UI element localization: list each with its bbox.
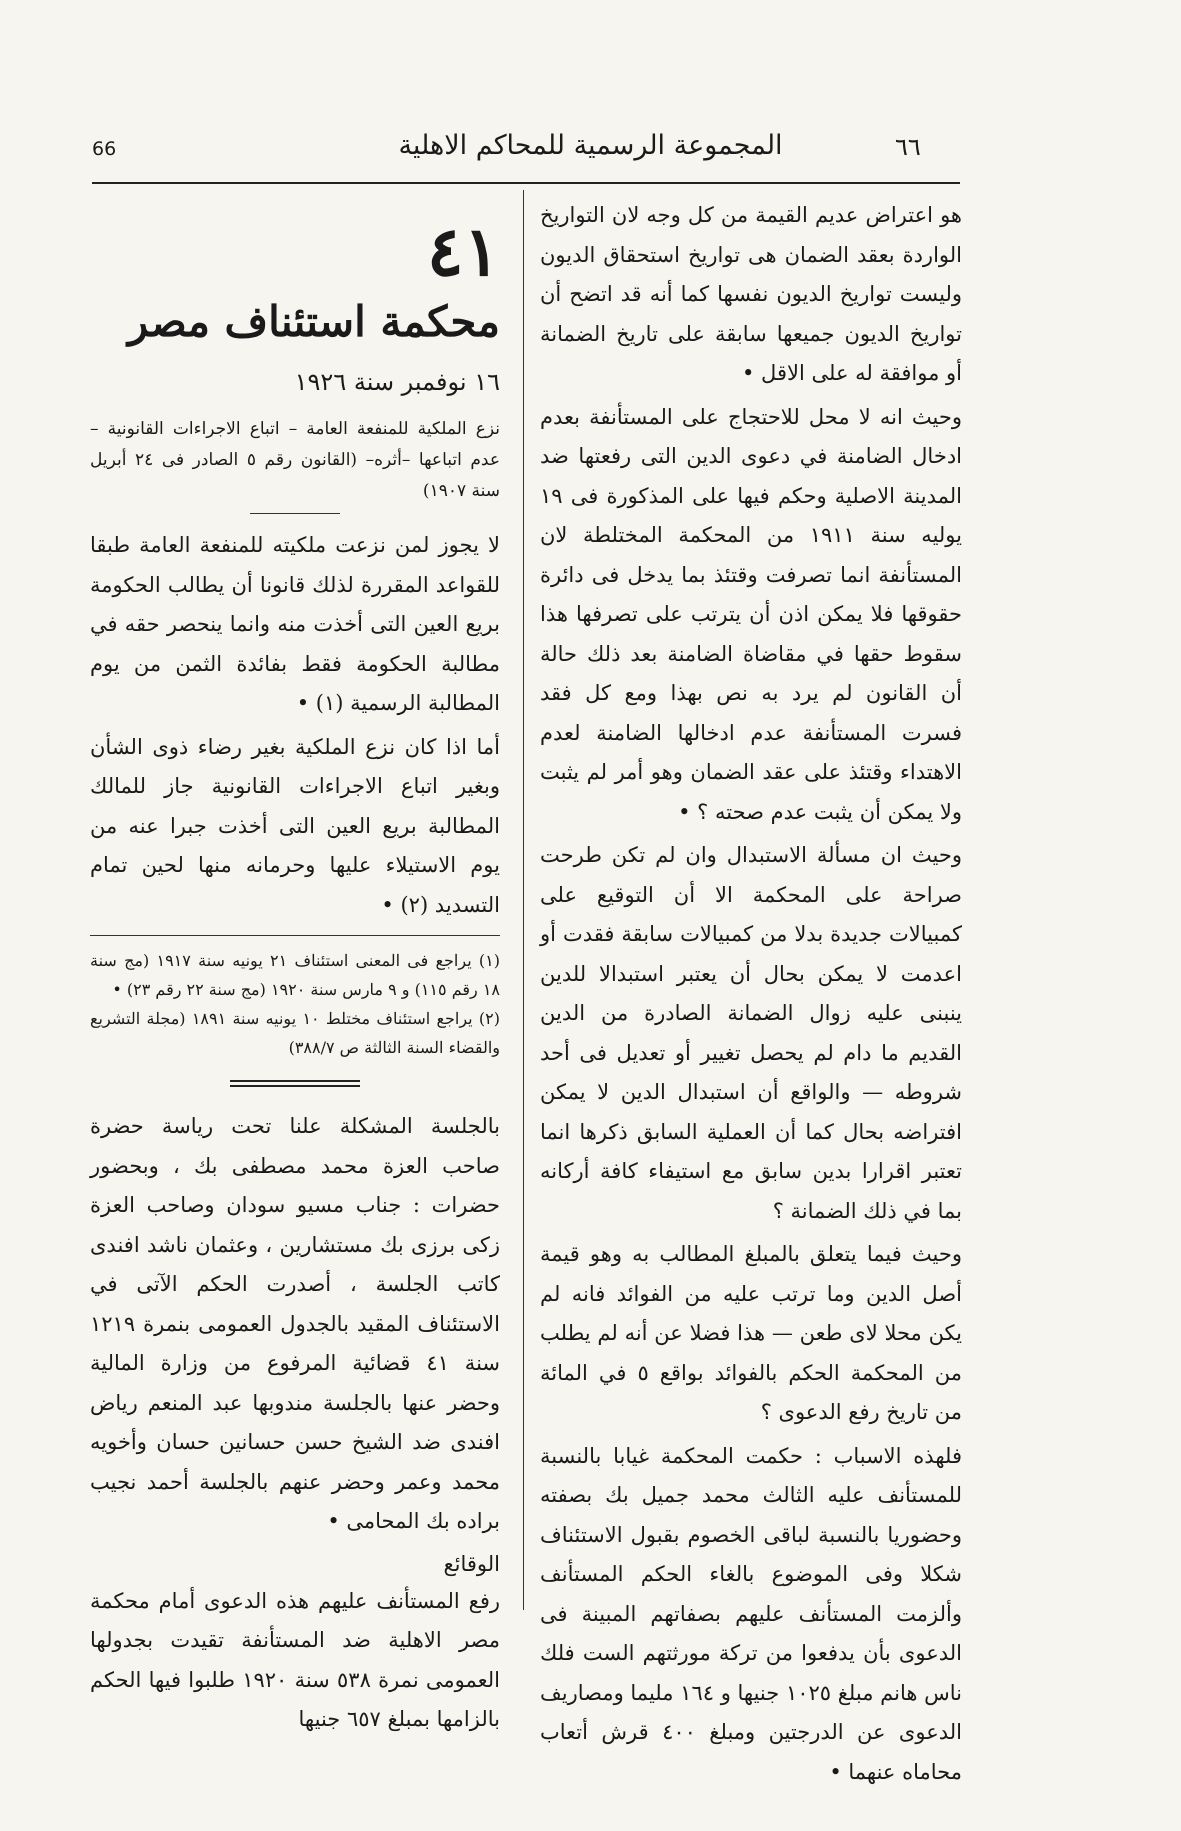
principle-2: أما اذا كان نزع الملكية بغير رضاء ذوى الشأن وبغير اتباع الاجراءات القانونية جاز للمالك المطالبة بريع العين التى أخذت جبرا عنه من يوم الاستيلاء عليها وحرمانه منها لحين تمام التسديد (٢) • xyxy=(90,734,500,917)
right-paragraph-2: وحيث انه لا محل للاحتجاج على المستأنفة بعدم ادخال الضامنة في دعوى الدين التى رفعتها ضد المدينة الاصلية وحكم فيها على المذكورة فى ١٩ يوليه سنة ١٩١١ من المحكمة المختلطة لان المستأنفة انما تصرفت وقتئذ بما يدخل فى دائرة حقوقها فلا يمكن اذن أن يترتب على تصرفها هذا سقوط حقها في مقاضاة الضامنة بعد ذلك حالة أن القانون لم يرد به نص بهذا ومع كل فقد فسرت المستأنفة عدم ادخالها الضامنة لعدم الاهتداء وقتئذ على عقد الضمان وهو أمر لم يثبت ولا يمكن أن يثبت عدم صحته ؟ • xyxy=(540,404,962,824)
footnote-2: (٢) يراجع استئناف مختلط ١٠ يونيه سنة ١٨٩١ (مجلة التشريع والقضاء السنة الثالثة ص ٣٨٨/٧) xyxy=(90,1009,500,1057)
keywords: نزع الملكية للمنفعة العامة – اتباع الاجراءات القانونية – عدم اتباعها –أثره– (القانون رقم ٥ الصادر فى ٢٤ أبريل سنة ١٩٠٧) xyxy=(90,419,500,501)
column-divider xyxy=(523,190,524,1610)
running-title: المجموعة الرسمية للمحاكم الاهلية xyxy=(398,130,783,161)
judgment-date: ١٦ نوفمبر سنة ١٩٢٦ xyxy=(294,368,500,396)
facts-paragraph: رفع المستأنف عليهم هذه الدعوى أمام محكمة مصر الاهلية ضد المستأنفة تقيدت بجدولها العمومى نمرة ٥٣٨ سنة ١٩٢٠ طلبوا فيها الحكم بالزامها بمبلغ ٦٥٧ جنيها xyxy=(90,1588,501,1731)
case-number: ٤١ xyxy=(426,212,500,292)
right-paragraph-1: هو اعتراض عديم القيمة من كل وجه لان التواريخ الواردة بعقد الضمان هى تواريخ استحقاق الديون وليست تواريخ الديون نفسها كما أنه قد اتضح أن تواريخ الديون جميعها سابقة على تاريخ الضمانة أو موافقة له على الاقل • xyxy=(540,203,962,385)
facts-heading: الوقائع xyxy=(443,1551,500,1576)
footnote-1: (١) يراجع فى المعنى استئناف ٢١ يونيه سنة ١٩١٧ (مج سنة ١٨ رقم ١١٥) و ٩ مارس سنة ١٩٢٠ (مج سنة ٢٢ رقم ٢٣) • xyxy=(90,951,500,999)
right-paragraph-3: وحيث ان مسألة الاستبدال وان لم تكن طرحت صراحة على المحكمة الا أن التوقيع على كمبيالات جديدة بدلا من كمبيالات سابقة فقدت أو اعدمت لا يمكن بحال أن يعتبر استبدالا للدين ينبنى عليه زوال الضمانة الصادرة من الدين القديم ما دام لم يحصل تغيير أو تعديل فى أحد شروطه — والواقع أن استبدال الدين لا يمكن افتراضه بحال كما أن العملية السابق ذكرها انما تعتبر اقرارا بدين سابق مع استيفاء كافة أركانه بما في ذلك الضمانة ؟ xyxy=(540,843,962,1223)
left-column xyxy=(90,196,500,1744)
right-paragraph-4: وحيث فيما يتعلق بالمبلغ المطالب به وهو قيمة أصل الدين وما ترتب عليه من الفوائد فانه لم يكن محلا لاى طعن — هذا فضلا عن أنه لم يطلب من المحكمة الحكم بالفوائد بواقع ٥ في المائة من تاريخ رفع الدعوى ؟ xyxy=(540,1242,962,1424)
right-paragraph-5: فلهذه الاسباب : حكمت المحكمة غيابا بالنسبة للمستأنف عليه الثالث محمد جميل بك بصفته وحضوريا بالنسبة لباقى الخصوم بقبول الاستئناف شكلا وفى الموضوع بالغاء الحكم المستأنف وألزمت المستأنف عليهم بصفاتهم المبينة فى الدعوى بأن يدفعوا من تركة مورثتهم الست فلك ناس هانم مبلغ ١٠٢٥ جنيها و ١٦٤ مليما ومصاريف الدعوى عن الدرجتين ومبلغ ٤٠٠ قرش أتعاب محاماه عنهما • xyxy=(540,1443,963,1784)
court-name: محكمة استئناف مصر xyxy=(127,297,500,346)
page-number-arabic: ٦٦ xyxy=(895,133,921,161)
footnote-divider xyxy=(90,935,500,936)
session-paragraph: بالجلسة المشكلة علنا تحت رياسة حضرة صاحب العزة محمد مصطفى بك ، وبحضور حضرات : جناب مسيو سودان وصاحب العزة زكى برزى بك مستشارين ، وعثمان ناشد افندى كاتب الجلسة ، أصدرت الحكم الآتى في الاستئناف المقيد بالجدول العمومى بنمرة ١٢١٩ سنة ٤١ قضائية المرفوع من وزارة المالية وحضر عنها بالجلسة مندوبها عبد المنعم رياض افندى ضد الشيخ حسن حسانين حسان وأخويه محمد وعمر وحضر عنهم بالجلسة أحمد نجيب براده بك المحامى • xyxy=(90,1114,500,1533)
right-column xyxy=(540,196,962,1796)
page-number-latin: 66 xyxy=(92,138,117,160)
section-divider xyxy=(230,1080,360,1087)
short-divider xyxy=(250,513,340,514)
principle-1: لا يجوز لمن نزعت ملكيته للمنفعة العامة طبقا للقواعد المقررة لذلك قانونا أن يطالب الحكومة بريع العين التى أخذت منه وانما ينحصر حقه في مطالبة الحكومة فقط بفائدة الثمن من يوم المطالبة الرسمية (١) • xyxy=(90,533,500,715)
header-rule xyxy=(92,182,960,184)
